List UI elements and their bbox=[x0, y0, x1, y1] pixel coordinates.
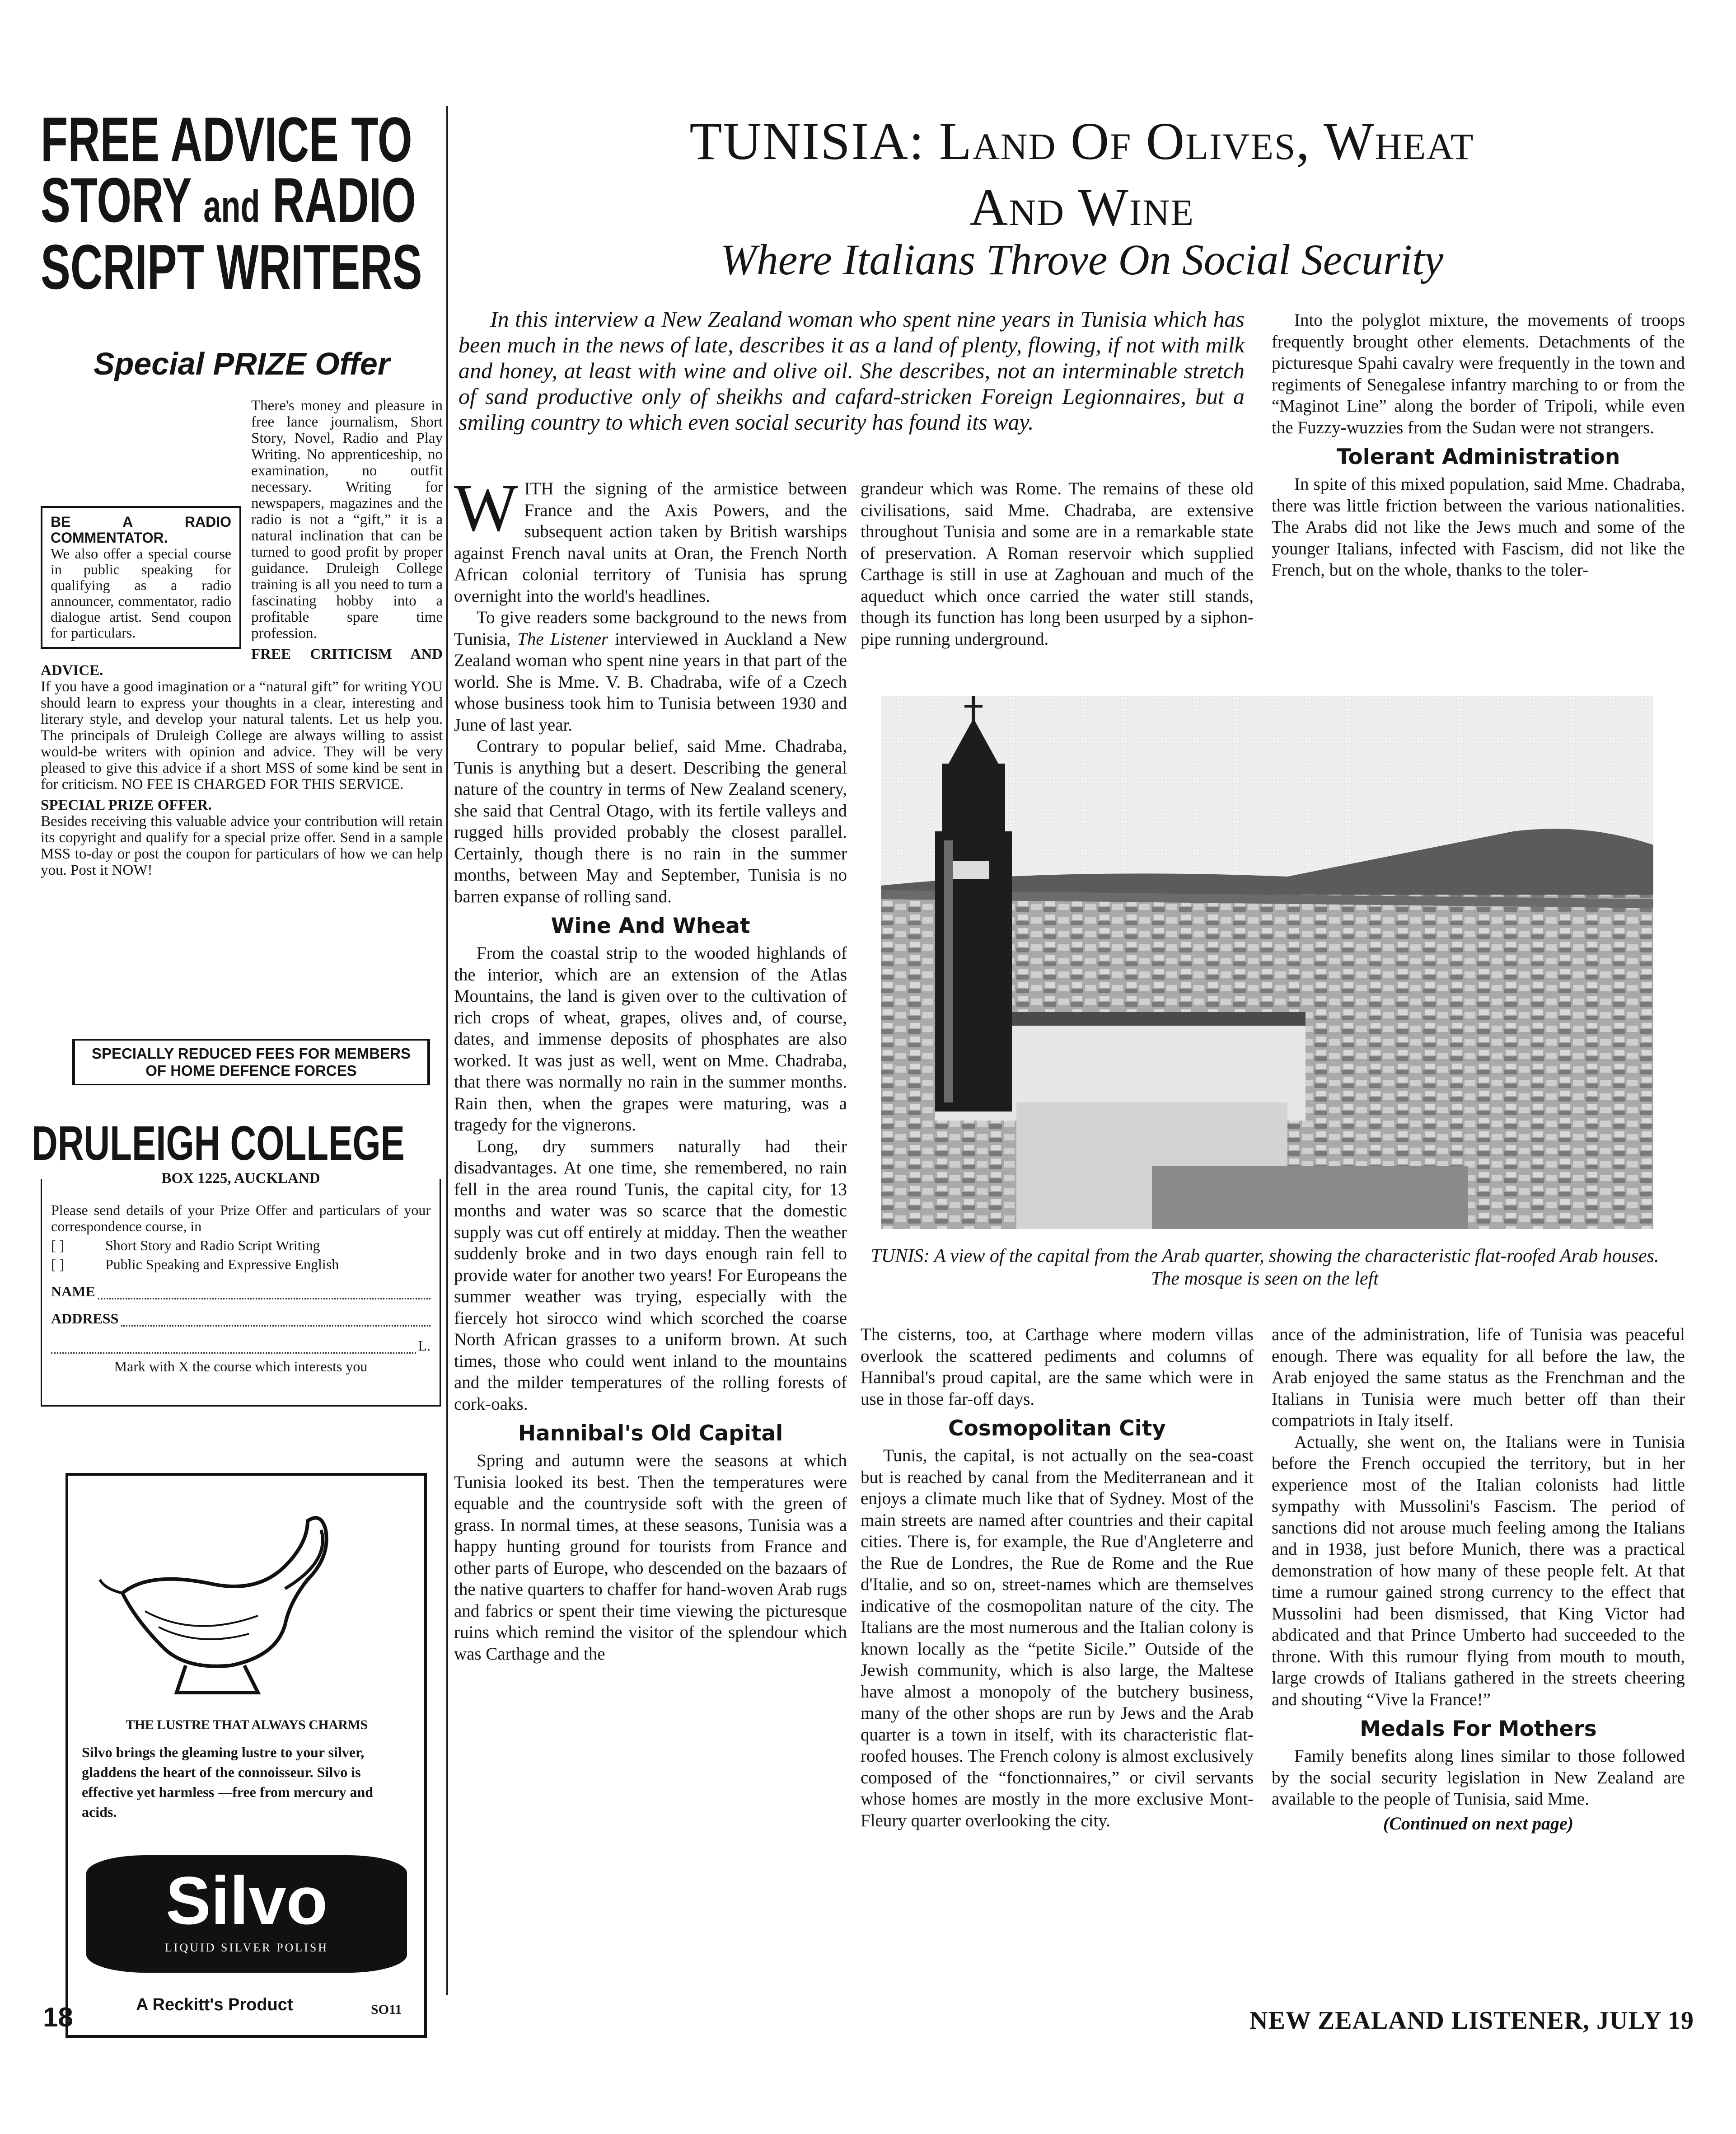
article-subtitle: Where Italians Throve On Social Security bbox=[720, 235, 1444, 284]
college-name: DRULEIGH COLLEGE bbox=[32, 1116, 405, 1170]
coupon-address: BOX 1225, AUCKLAND bbox=[161, 1170, 320, 1187]
opening-para: WITH the signing of the armistice between France and the Axis Powers, and the subsequent action taken by British warships against French naval units at Oran, the French North African colonial territory of Tunisia has sprung overnight into the world's headlines. bbox=[454, 478, 847, 606]
reduced-fees-box: SPECIALLY REDUCED FEES FOR MEMBERS OF HOME DEFENCE FORCES bbox=[72, 1039, 430, 1085]
para-cisterns: The cisterns, too, at Carthage where modern villas overlook the scattered pediments and columns of Hannibal's proud capital, are the same which were in use in those far-off days. bbox=[861, 1325, 1254, 1409]
ad-headline-line3: SCRIPT WRITERS bbox=[41, 231, 422, 302]
column-3-bottom bbox=[1272, 1324, 1685, 2002]
drop-cap: W bbox=[454, 478, 518, 545]
column-1 bbox=[454, 478, 847, 2010]
continued-note[interactable]: (Continued on next page) bbox=[1383, 1813, 1574, 1834]
title-line-2: And Wine bbox=[969, 178, 1195, 237]
article-intro: In this interview a New Zealand woman who spent nine years in Tunisia which has been much in the news of late, describes it as a land of plenty, flowing, if not with milk and honey, at least with wine and olive oil. She describes, not an interminable stretch of sand productive only of sheikhs and cafard-stricken Foreign Legionnaires, but a smiling country to which even social security has found its way. bbox=[459, 306, 1245, 435]
name-field[interactable] bbox=[51, 1283, 430, 1299]
name-label: NAME bbox=[51, 1283, 95, 1299]
radio-box-title: BE A RADIO COMMENTATOR. bbox=[51, 514, 231, 546]
criticism-body: If you have a good imagination or a “natural gift” for writing YOU should learn to express your thoughts in a clear, interesting and literary style, and develop your natural talents. Let us help you. The principals of Druleigh College are always willing to assist would-be writers with opinion and advice. They will be very pleased to give this advice if a short MSS of some kind be sent in for criticism. NO FEE IS CHARGED FOR THIS SERVICE. bbox=[41, 679, 443, 793]
ad-intro-text: There's money and pleasure in free lance journalism, Short Story, Novel, Radio and Play Writing. No apprenticeship, no examination, no outfit necessary. Writing for newspapers, magazines and the radio is not a “gift,” it is a natural inclination that can be turned to good profit by proper guidance. Druleigh College training is all you need to turn a fascinating hobby into a profitable spare time profession. bbox=[251, 398, 443, 642]
mark-instructions: Mark with X the course which interests you bbox=[114, 1358, 368, 1374]
para-background: To give readers some background to the news from Tunisia, The Listener interviewed in Auckland a New Zealand woman who spent nine years in that part of the world. She is Mme. V. B. Chadraba, wife of a Czech whose business took him to Tunisia between 1930 and June of last year. bbox=[454, 608, 847, 735]
para-contrary: Contrary to popular belief, said Mme. Chadraba, Tunis is anything but a desert. Describing the general nature of the country in terms of New Zealand scenery, she said that Central Otago, with its fertile valleys and rugged hills provided probably the closest parallel. Certainly, though there is no rain in the summer months, between May and September, Tunisia is no barren expanse of rolling sand. bbox=[454, 736, 847, 906]
radio-box bbox=[41, 506, 241, 649]
option-1-label: Short Story and Radio Script Writing bbox=[105, 1237, 320, 1253]
title-line-1: TUNISIA: Land Of Olives, Wheat bbox=[689, 112, 1474, 171]
checkbox-2[interactable]: [ ] bbox=[51, 1256, 65, 1272]
radio-box-body: We also offer a special course in public speaking for qualifying as a radio announcer, commentator, radio dialogue artist. Send coupon for particulars. bbox=[51, 545, 231, 641]
prize-head: SPECIAL PRIZE OFFER. bbox=[41, 797, 212, 813]
special-offer-title: Special PRIZE Offer bbox=[93, 346, 390, 381]
tolerant-heading: Tolerant Administration bbox=[1336, 445, 1620, 469]
address-field[interactable] bbox=[51, 1310, 430, 1327]
hannibal-heading: Hannibal's Old Capital bbox=[518, 1421, 783, 1446]
tunis-photo bbox=[881, 696, 1653, 1229]
column-2-top bbox=[861, 478, 1254, 650]
para-family: Family benefits along lines similar to those followed by the social security legislation in New Zealand are available to the people of Tunisia, said Mme. bbox=[1272, 1746, 1685, 1809]
wine-heading: Wine And Wheat bbox=[551, 914, 750, 938]
publication-footer: NEW ZEALAND LISTENER, JULY 19 bbox=[1249, 2007, 1694, 2035]
top-right-column bbox=[1272, 310, 1685, 581]
coupon-intro: Please send details of your Prize Offer and particulars of your correspondence course, in bbox=[51, 1202, 430, 1234]
silvo-body: Silvo brings the gleaming lustre to your silver, gladdens the heart of the connoisseur. Silvo is effective yet harmless —free from mercury and acids. bbox=[82, 1744, 374, 1820]
column-2-bottom bbox=[861, 1324, 1254, 2011]
column-divider bbox=[446, 106, 448, 1995]
para-administration: ance of the administration, life of Tunisia was peaceful enough. There was equality for all before the law, the Arab enjoyed the same status as the Frenchman and the Italians in Tunisia were much better off than their compatriots in Italy itself. bbox=[1272, 1325, 1685, 1430]
option-2-label: Public Speaking and Expressive English bbox=[105, 1256, 339, 1272]
page-number: 18 bbox=[43, 2002, 73, 2032]
gravy-boat-icon bbox=[95, 1503, 348, 1715]
silvo-maker: A Reckitt's Product bbox=[136, 1995, 293, 2014]
coupon-option-1[interactable] bbox=[51, 1237, 430, 1253]
checkbox-1[interactable]: [ ] bbox=[51, 1237, 65, 1253]
silvo-brand: Silvo bbox=[165, 1862, 328, 1938]
criticism-head: FREE CRITICISM AND ADVICE. bbox=[41, 646, 443, 679]
address-line-2[interactable] bbox=[51, 1337, 430, 1354]
ad-headline-line1: FREE ADVICE TO bbox=[41, 104, 412, 175]
prize-body: Besides receiving this valuable advice your contribution will retain its copyright and qualify for a special prize offer. Send in a sample MSS to-day or post the coupon for particulars of how we can help you. Post it NOW! bbox=[41, 813, 443, 878]
medals-heading: Medals For Mothers bbox=[1360, 1717, 1597, 1741]
photo-caption: TUNIS: A view of the capital from the Arab quarter, showing the characteristic flat-roofed Arab houses. The mosque is seen on the left bbox=[870, 1246, 1659, 1289]
silvo-code: SO11 bbox=[371, 2002, 402, 2017]
cosmopolitan-heading: Cosmopolitan City bbox=[948, 1416, 1166, 1441]
tunis-cityscape-image bbox=[881, 696, 1653, 1229]
coupon bbox=[41, 1170, 441, 1407]
ad-headline bbox=[41, 104, 443, 302]
para-summers: Long, dry summers naturally had their disadvantages. At one time, she remembered, no rain fell in the area round Tunis, the capital city, for 13 months and water was so scarce that the domestic supply was cut off entirely at midday. Then the weather suddenly broke and in two days enough rain fell to provide water for another two years! For Europeans the summer weather was trying, especially with the fiercely hot sirocco wind which scorched the coarse North African grasses to a uniform brown. At such times, those who could went inland to the mountains and the milder temperatures of the rolling forests of cork-oaks. bbox=[454, 1136, 847, 1414]
silvo-subbrand: LIQUID SILVER POLISH bbox=[164, 1941, 329, 1954]
ad-headline-line2: STORY and RADIO bbox=[41, 164, 416, 235]
para-italians: Actually, she went on, the Italians were in Tunisia before the French occupied the territory, but in her experience most of the Italian colonists had little sympathy with Mussolini's Fascism. The period of sanctions did not arouse much feeling among the Italians and in 1938, just before Munich, there was a practical demonstration of how many of these people felt. At that time a rumour gained strong currency to the effect that Mussolini had been dismissed, that King Victor had abdicated and that Prince Umberto had succeeded to the throne. With this rumour flying from mouth to mouth, large crowds of Italians gathered in the streets cheering and shouting “Vive la France!” bbox=[1272, 1432, 1685, 1709]
ad-intro bbox=[41, 398, 443, 883]
tolerant-para: In spite of this mixed population, said Mme. Chadraba, there was little friction between the various nationalities. The Arabs did not like the Jews much and some of the younger Italians, infected with Fascism, did not like the French, but on the whole, thanks to the toler- bbox=[1272, 474, 1685, 580]
silvo-ad bbox=[66, 1473, 427, 2038]
publication-ref: The Listener bbox=[517, 629, 608, 649]
ad-column bbox=[32, 104, 443, 2038]
l-label: L. bbox=[418, 1337, 430, 1354]
para-tunis-capital: Tunis, the capital, is not actually on the sea-coast but is reached by canal from the Mediterranean and it enjoys a climate much like that of Sydney. Most of the main streets are named after countries and their capital cities. There is, for example, the Rue d'Angleterre and the Rue de Londres, the Rue de Rome and the Rue d'Italie, and so on, street-names which are themselves indicative of the cosmopolitan nature of the city. The Italians are the most numerous and the Italian colony is known locally as the “petite Sicile.” Outside of the Jewish community, which is also large, the Maltese have almost a monopoly of the butchery business, many of the other shops are run by Jews and the Arab quarter is a town in itself, with its characteristic flat-roofed houses. The French colony is almost exclusively composed of the “fonctionnaires,” or civil servants whose homes are mostly in the more exclusive Mont-Fleury quarter overlooking the city. bbox=[861, 1446, 1254, 1830]
para-grandeur: grandeur which was Rome. The remains of these old civilisations, said Mme. Chadraba, are extensive throughout Tunisia and some are in a remarkable state of preservation. A Roman reservoir which supplied Carthage is still in use at Zaghouan and much of the aqueduct which once carried the water still stands, though its function has long been usurped by a siphon-pipe running underground. bbox=[861, 479, 1254, 649]
silvo-tagline: THE LUSTRE THAT ALWAYS CHARMS bbox=[126, 1717, 368, 1732]
address-label: ADDRESS bbox=[51, 1310, 119, 1327]
para-spring: Spring and autumn were the seasons at which Tunisia looked its best. Then the temperatures were equable and the countryside soft with the green of grass. In normal times, at these seasons, Tunisia was a happy hunting ground for tourists from France and other parts of Europe, who descended on the bazaars of the native quarters to chaffer for hand-woven Arab rugs and fabrics or spent their time viewing the picturesque ruins which remind the visitor of the splendour which was Carthage and the bbox=[454, 1451, 847, 1664]
top-right-para: Into the polyglot mixture, the movements of troops frequently brought other elements. Detachments of the picturesque Spahi cavalry were frequently in the town and regiments of Senegalese infantry marching to or from the “Maginot Line” along the border of Tripoli, while even the Fuzzy-wuzzies from the Sudan were not strangers. bbox=[1272, 310, 1685, 437]
para-coastal: From the coastal strip to the wooded highlands of the interior, which are an extension of the Atlas Mountains, the land is given over to the cultivation of rich crops of wheat, grapes, olives and, of course, dates, and immense deposits of phosphates are also worked. It was just as well, went on Mme. Chadraba, that there was normally no rain in the summer months. Rain then, when the grapes were maturing, was a tragedy for the vignerons. bbox=[454, 943, 847, 1135]
article-title bbox=[456, 108, 1708, 240]
coupon-option-2[interactable] bbox=[51, 1256, 430, 1272]
silvo-logo bbox=[86, 1855, 407, 1973]
